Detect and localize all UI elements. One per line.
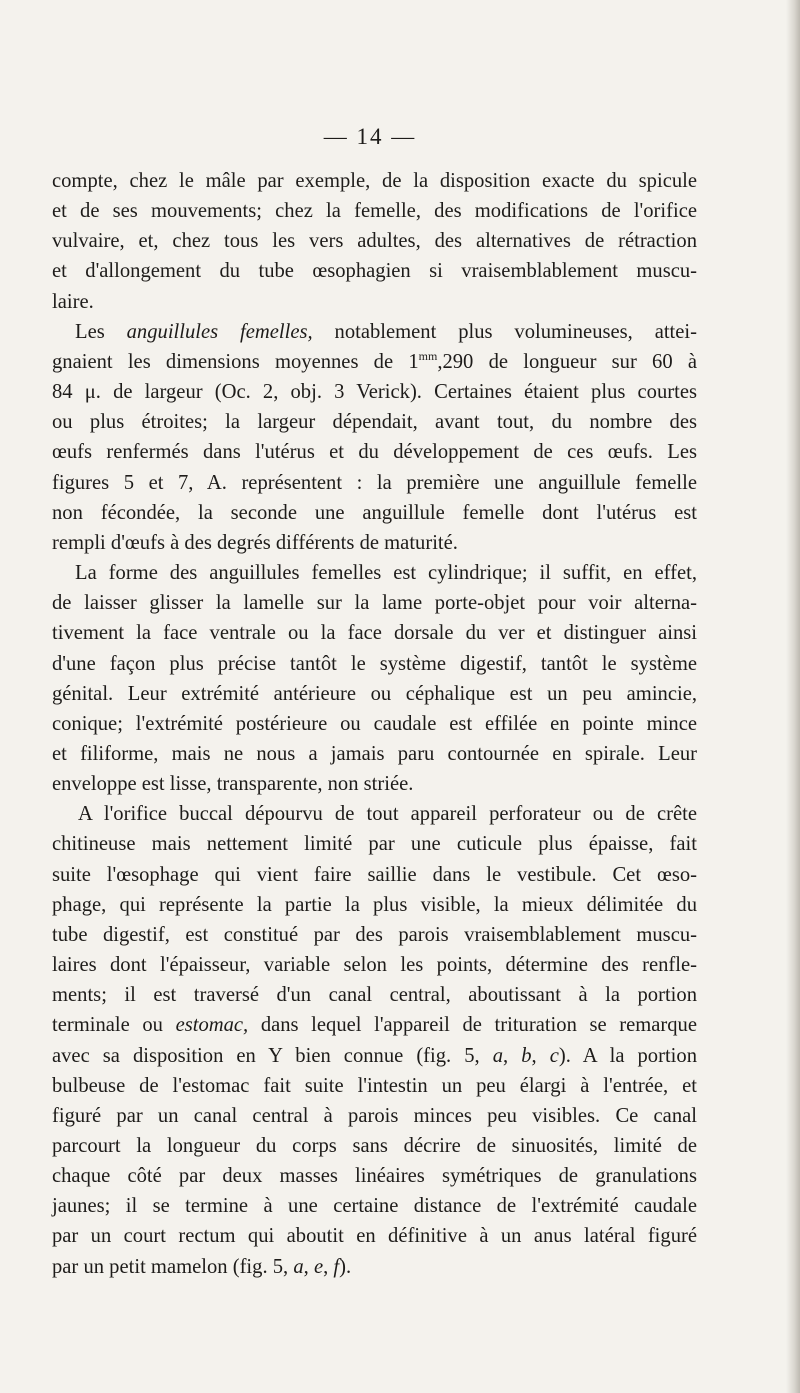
text-line: ments; il est traversé d'un canal central, aboutissant à la portion — [52, 984, 697, 1007]
text-line: rempli d'œufs à des degrés différents de maturité. — [52, 531, 458, 554]
text-run: , — [303, 1255, 314, 1278]
text-line: œufs renfermés dans l'utérus et du développement de ces œufs. Les — [52, 441, 697, 464]
text-line: chaque côté par deux masses linéaires symétriques de granulations — [52, 1165, 697, 1188]
figure-letter: a — [293, 1255, 304, 1278]
text-line: A l'orifice buccal dépourvu de tout appareil perforateur ou de crête — [78, 803, 697, 826]
paragraph-2 — [52, 317, 697, 558]
text-line: et filiforme, mais ne nous a jamais paru contournée en spirale. Leur — [52, 742, 697, 765]
text-line: figuré par un canal central à parois minces peu visibles. Ce canal — [52, 1104, 697, 1127]
italic-term: anguillules femelles, — [126, 320, 313, 343]
paragraph-3 — [52, 558, 697, 799]
text-line: 84 μ. de largeur (Oc. 2, obj. 3 Verick). Certaines étaient plus courtes — [52, 381, 697, 404]
text-run: Les — [75, 320, 127, 343]
text-line: parcourt la longueur du corps sans décrire de sinuosités, limité de — [52, 1135, 697, 1157]
text-line: non fécondée, la seconde une anguillule femelle dont l'utérus est — [52, 501, 697, 524]
text-run: ,290 de longueur sur 60 à — [437, 350, 697, 373]
text-line: vulvaire, et, chez tous les vers adultes, des alternatives de rétraction — [52, 230, 697, 253]
figure-letter: e — [313, 1255, 324, 1278]
text-line: ou plus étroites; la largeur dépendait, avant tout, du nombre des — [52, 411, 697, 434]
figure-letter: a — [492, 1044, 504, 1067]
text-run: gnaient les dimensions moyennes de 1 — [52, 350, 419, 373]
text-line: suite l'œsophage qui vient faire saillie dans le vestibule. Cet œso- — [52, 863, 697, 886]
text-line: compte, chez le mâle par exemple, de la disposition exacte du spicule — [52, 170, 697, 192]
text-line: laire. — [52, 290, 94, 313]
figure-letter: f — [333, 1255, 340, 1278]
text-line: conique; l'extrémité postérieure ou caudale est effilée en pointe mince — [52, 712, 697, 735]
figure-letter: c — [549, 1044, 559, 1067]
text-line: tivement la face ventrale ou la face dorsale du ver et distinguer ainsi — [52, 622, 697, 645]
text-run: , — [323, 1255, 334, 1278]
text-run: , — [531, 1044, 550, 1067]
paragraph-1 — [52, 166, 697, 317]
paragraph-4 — [52, 799, 697, 1282]
text-line: chitineuse mais nettement limité par une cuticule plus épaisse, fait — [52, 833, 697, 856]
text-line: figures 5 et 7, A. représentent : la première une anguillule femelle — [52, 471, 697, 494]
text-line — [52, 1010, 697, 1040]
text-line: d'une façon plus précise tantôt le système digestif, tantôt le système — [52, 652, 697, 675]
text-run: , — [503, 1044, 522, 1067]
text-run: ). — [339, 1255, 352, 1278]
page-number: — 14 — — [323, 124, 417, 149]
text-run: par un petit mamelon (fig. 5, — [52, 1255, 294, 1278]
text-line — [52, 1041, 697, 1071]
text-line: phage, qui représente la partie la plus visible, la mieux délimitée du — [52, 893, 697, 916]
figure-letter: b — [521, 1044, 532, 1067]
text-line — [52, 347, 697, 377]
text-run: dans lequel l'appareil de trituration se remarque — [248, 1014, 697, 1037]
text-line: bulbeuse de l'estomac fait suite l'intestin un peu élargi à l'entrée, et — [52, 1074, 697, 1097]
unit-superscript: mm — [418, 348, 438, 363]
text-line: La forme des anguillules femelles est cylindrique; il suffit, en effet, — [75, 562, 697, 585]
text-line: tube digestif, est constitué par des parois vraisemblablement muscu- — [52, 923, 697, 946]
page-edge-shadow — [786, 0, 800, 1393]
text-line: par un court rectum qui aboutit en définitive à un anus latéral figuré — [52, 1225, 697, 1248]
text-run: avec sa disposition en Y bien connue (fig. 5, — [52, 1044, 493, 1067]
text-line: et d'allongement du tube œsophagien si vraisemblablement muscu- — [52, 260, 697, 283]
text-line: laires dont l'épaisseur, variable selon les points, détermine des renfle- — [52, 954, 697, 977]
text-line — [52, 317, 697, 347]
text-run: ). A la portion — [558, 1044, 697, 1067]
text-line: jaunes; il se termine à une certaine distance de l'extrémité caudale — [52, 1195, 697, 1218]
text-run: notablement plus volumineuses, attei- — [312, 320, 697, 343]
text-line — [52, 1252, 697, 1282]
italic-term: estomac, — [175, 1014, 249, 1037]
text-line: de laisser glisser la lamelle sur la lame porte-objet pour voir alterna- — [52, 592, 697, 615]
text-line: génital. Leur extrémité antérieure ou céphalique est un peu amincie, — [52, 682, 697, 705]
text-line: enveloppe est lisse, transparente, non striée. — [52, 773, 414, 796]
body-text — [52, 166, 697, 1282]
text-run: terminale ou — [52, 1014, 176, 1037]
text-line: et de ses mouvements; chez la femelle, des modifications de l'orifice — [52, 200, 697, 223]
